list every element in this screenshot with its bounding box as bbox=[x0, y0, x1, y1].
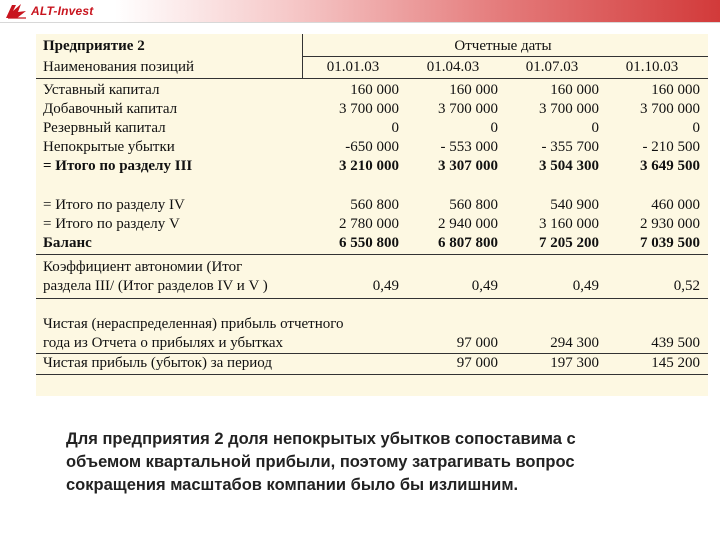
net-profit-row-line2 bbox=[36, 334, 708, 353]
cell: 160 000 bbox=[550, 82, 599, 98]
brand-logo bbox=[4, 2, 93, 20]
header-bottom-line bbox=[36, 78, 708, 79]
table-header-row bbox=[36, 37, 708, 56]
cell: 2 780 000 bbox=[339, 216, 399, 232]
conclusion-text bbox=[66, 428, 696, 497]
table-row bbox=[36, 196, 708, 215]
table-row-balance bbox=[36, 234, 708, 253]
cell: - 210 500 bbox=[642, 139, 700, 155]
logo-mark-icon bbox=[4, 2, 30, 20]
cell: 6 550 800 bbox=[339, 235, 399, 251]
cell: 0 bbox=[591, 120, 599, 136]
table-row bbox=[36, 100, 708, 119]
cell: 7 039 500 bbox=[640, 235, 700, 251]
cell: 0,49 bbox=[372, 278, 399, 294]
date-col-3: 01.07.03 bbox=[525, 59, 579, 75]
table-bottom-line bbox=[36, 374, 708, 375]
cell: 145 200 bbox=[651, 355, 700, 371]
cell: 3 700 000 bbox=[339, 101, 399, 117]
cell: 3 210 000 bbox=[339, 158, 399, 174]
cell: 0 bbox=[692, 120, 700, 136]
row-label: = Итого по разделу V bbox=[43, 216, 180, 232]
cell: 3 504 300 bbox=[539, 158, 599, 174]
cell: - 355 700 bbox=[541, 139, 599, 155]
cell: 97 000 bbox=[456, 335, 498, 351]
cell: 3 649 500 bbox=[640, 158, 700, 174]
cell: 197 300 bbox=[550, 355, 599, 371]
cell: 160 000 bbox=[651, 82, 700, 98]
cell: 3 700 000 bbox=[438, 101, 498, 117]
cell: 3 700 000 bbox=[640, 101, 700, 117]
row-label: Чистая прибыль (убыток) за период bbox=[43, 355, 272, 371]
cell: 294 300 bbox=[550, 335, 599, 351]
header-divider bbox=[0, 22, 720, 23]
cell: 560 800 bbox=[449, 197, 498, 213]
conclusion-line: объемом квартальной прибыли, поэтому затрагивать вопрос bbox=[66, 453, 575, 471]
cell: 0,52 bbox=[673, 278, 700, 294]
row-label: = Итого по разделу III bbox=[43, 158, 193, 174]
cell: 3 700 000 bbox=[539, 101, 599, 117]
cell: 7 205 200 bbox=[539, 235, 599, 251]
table-row bbox=[36, 215, 708, 234]
autonomy-divider-line bbox=[36, 298, 708, 299]
row-label: Уставный капитал bbox=[43, 82, 160, 98]
cell: 160 000 bbox=[350, 82, 399, 98]
date-col-4: 01.10.03 bbox=[625, 59, 679, 75]
row-label: Непокрытые убытки bbox=[43, 139, 175, 155]
cell: 460 000 bbox=[651, 197, 700, 213]
row-label: раздела III/ (Итог разделов IV и V ) bbox=[43, 278, 268, 294]
cell: -650 000 bbox=[345, 139, 399, 155]
cell: 540 900 bbox=[550, 197, 599, 213]
date-col-2: 01.04.03 bbox=[426, 59, 480, 75]
date-col-1: 01.01.03 bbox=[326, 59, 380, 75]
row-label: Коэффициент автономии (Итог bbox=[43, 259, 243, 275]
row-label: Баланс bbox=[43, 235, 92, 251]
logo-text: ALT-Invest bbox=[31, 4, 94, 18]
positions-header: Наименования позиций bbox=[43, 59, 195, 75]
cell: 160 000 bbox=[449, 82, 498, 98]
table-row bbox=[36, 138, 708, 157]
row-label: Резервный капитал bbox=[43, 120, 166, 136]
conclusion-line: Для предприятия 2 доля непокрытых убытков сопоставима с bbox=[66, 430, 576, 448]
net-profit-row-line1 bbox=[36, 315, 708, 334]
cell: 0,49 bbox=[572, 278, 599, 294]
cell: 97 000 bbox=[456, 355, 498, 371]
row-label: года из Отчета о прибылях и убытках bbox=[43, 335, 284, 351]
header-band bbox=[0, 0, 720, 22]
cell: 2 930 000 bbox=[640, 216, 700, 232]
cell: 0,49 bbox=[471, 278, 498, 294]
cell: - 553 000 bbox=[440, 139, 498, 155]
cell: 439 500 bbox=[651, 335, 700, 351]
autonomy-row-line1 bbox=[36, 258, 708, 277]
autonomy-row-line2 bbox=[36, 277, 708, 296]
cell: 0 bbox=[391, 120, 399, 136]
cell: 6 807 800 bbox=[438, 235, 498, 251]
balance-divider-line bbox=[36, 254, 708, 255]
table-row bbox=[36, 81, 708, 100]
table-row bbox=[36, 119, 708, 138]
cell: 3 307 000 bbox=[438, 158, 498, 174]
header-divider-line bbox=[303, 56, 708, 57]
table-subheader-row bbox=[36, 58, 708, 77]
dates-header: Отчетные даты bbox=[454, 38, 552, 54]
cell: 0 bbox=[490, 120, 498, 136]
cell: 560 800 bbox=[350, 197, 399, 213]
table-title: Предприятие 2 bbox=[43, 38, 145, 54]
row-label: = Итого по разделу IV bbox=[43, 197, 185, 213]
financial-table bbox=[36, 34, 708, 396]
cell: 3 160 000 bbox=[539, 216, 599, 232]
row-label: Чистая (нераспределенная) прибыль отчетного bbox=[43, 316, 344, 332]
row-label: Добавочный капитал bbox=[43, 101, 178, 117]
conclusion-line: сокращения масштабов компании было бы излишним. bbox=[66, 476, 519, 494]
cell: 2 940 000 bbox=[438, 216, 498, 232]
table-row-total bbox=[36, 157, 708, 176]
period-profit-row bbox=[36, 354, 708, 373]
